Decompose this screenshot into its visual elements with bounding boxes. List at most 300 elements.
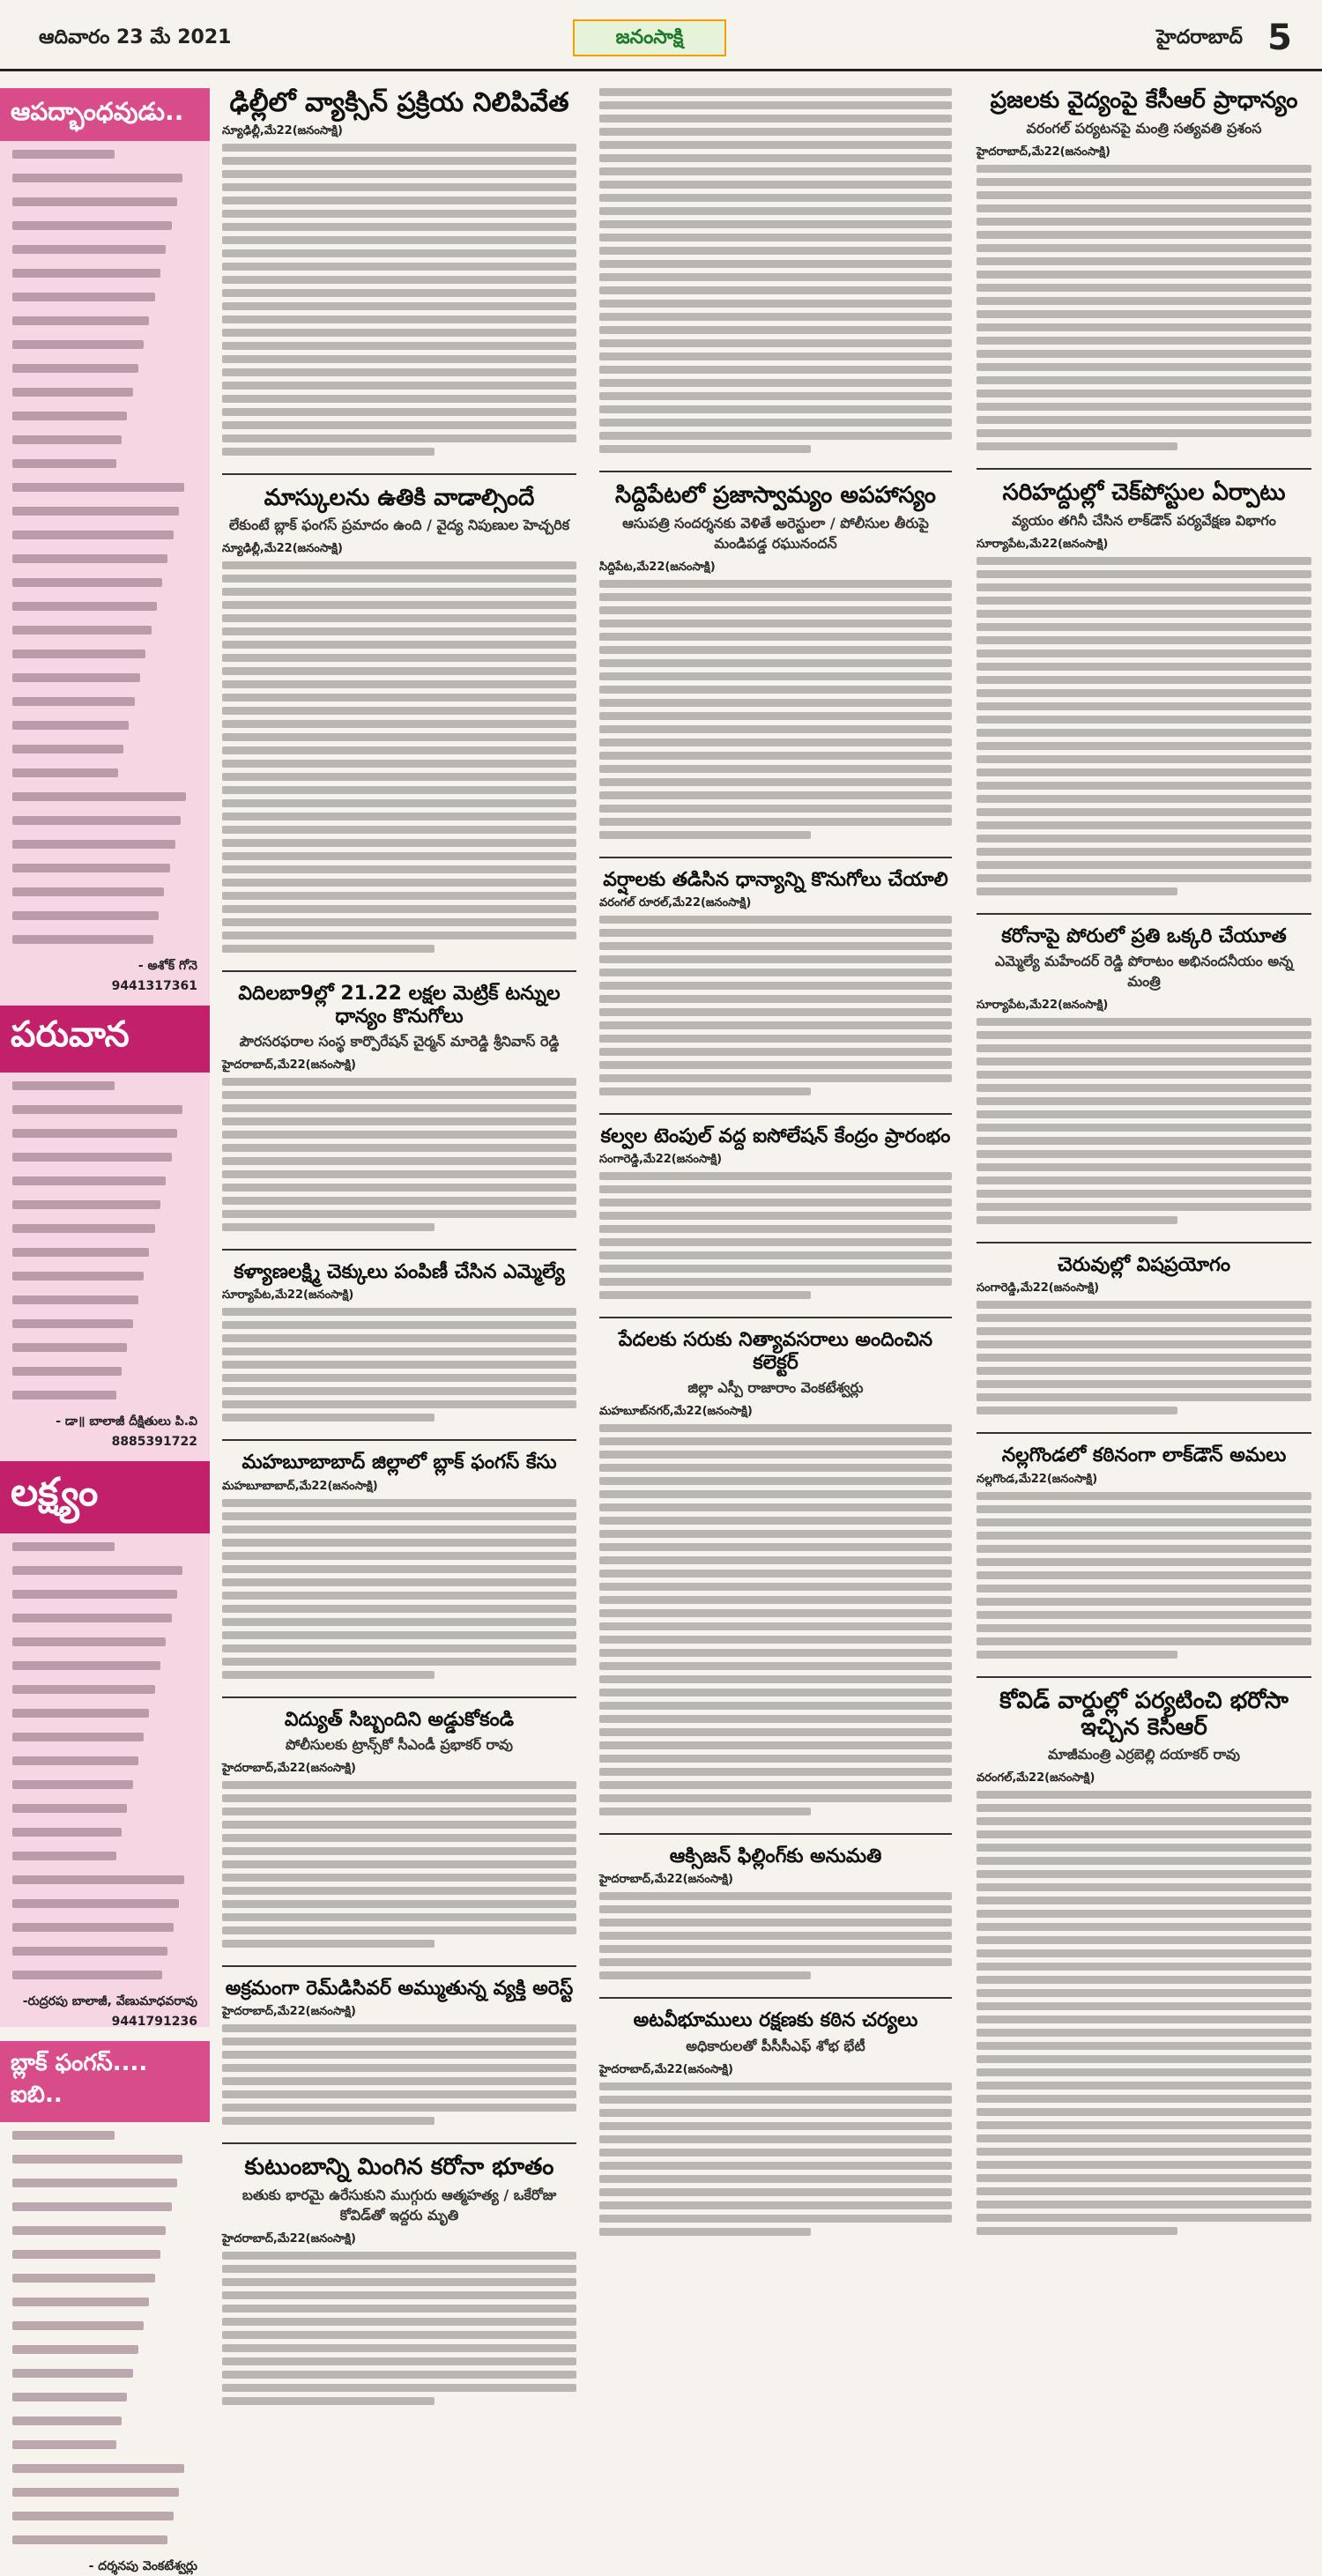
story-text-line	[222, 1104, 576, 1112]
story-text-line	[977, 1190, 1311, 1198]
poem-line	[12, 578, 162, 587]
story-text-line	[599, 194, 952, 202]
news-story	[222, 88, 576, 456]
story-dateline: సంగారెడ్డి,మే22(జనంసాక్షి)	[977, 1281, 1100, 1295]
story-text-line	[977, 583, 1311, 591]
story-text-line	[977, 323, 1311, 331]
story-text-line	[222, 799, 576, 807]
story-text-line	[977, 1044, 1311, 1052]
story-subhead: మాజీమంత్రి ఎర్రబెల్లి దయాకర్ రావు	[1047, 1746, 1241, 1763]
poem-line	[12, 364, 138, 373]
story-divider	[599, 1317, 952, 1318]
story-text-line	[599, 1919, 952, 1926]
story-text-line	[222, 614, 576, 622]
story-text-line	[977, 2016, 1311, 2023]
story-text-line	[977, 1571, 1311, 1579]
story-text-line	[222, 1144, 576, 1152]
story-headline: మాస్కులను ఉతికి వాడాల్సిందే	[264, 484, 535, 511]
story-text-line	[977, 363, 1311, 371]
story-text-line	[977, 2068, 1311, 2076]
story-text-line	[599, 1556, 952, 1564]
news-story	[599, 1329, 952, 1815]
story-headline: కోవిడ్ వార్డుల్లో పర్యటించి భరోసా ఇచ్చిన కెసిఆర్	[999, 1687, 1289, 1741]
story-text-line	[977, 2134, 1311, 2142]
story-text-line	[222, 1781, 576, 1789]
story-text-line	[977, 663, 1311, 671]
poem-block	[0, 1006, 210, 1449]
poem-title: బ్లాక్ ఫంగస్.... ఐబి..	[0, 2041, 210, 2122]
story-text-line	[977, 403, 1311, 411]
story-text-line	[977, 2055, 1311, 2063]
poem-line	[12, 174, 182, 182]
story-text-line	[977, 1518, 1311, 1526]
story-text-line	[977, 178, 1311, 186]
story-text-line	[977, 1585, 1311, 1592]
story-subhead: పౌరసరఫరాల సంస్థ కార్పొరేషన్ చైర్మన్ మారెడ్డి శ్రీనివాస్ రెడ్డి	[239, 1032, 560, 1050]
story-text-line	[222, 746, 576, 754]
poem-line	[12, 2179, 177, 2187]
story-divider	[222, 1696, 576, 1698]
story-headline: మహబూబాబాద్ జిల్లాలో బ్లాక్ ఫంగస్ కేసు	[241, 1451, 557, 1474]
poem-text	[0, 1542, 210, 1979]
story-headline: నల్లగొండలో కఠినంగా లాక్‌డౌన్ అమలు	[1001, 1444, 1287, 1467]
story-text-line	[222, 2064, 576, 2072]
story-subhead: అధికారులతో పీసీసీఎఫ్ శోభ భేటీ	[686, 2037, 865, 2054]
news-column-1	[222, 88, 576, 2423]
story-text-line	[977, 1624, 1311, 1632]
story-text-line	[222, 707, 576, 715]
poem-line	[12, 1709, 149, 1718]
story-text-line	[977, 416, 1311, 424]
poem-line	[12, 935, 153, 944]
story-text-line	[977, 1177, 1311, 1184]
story-text-line	[599, 1517, 952, 1525]
story-text-line	[977, 1340, 1311, 1348]
story-text-line	[977, 768, 1311, 776]
poem-line	[12, 2345, 138, 2354]
story-text-line	[222, 1900, 576, 1908]
news-story	[599, 2009, 952, 2235]
story-text-line	[222, 1321, 576, 1329]
story-text-line	[977, 1804, 1311, 1812]
story-text-line	[977, 1084, 1311, 1092]
newspaper-logo: జనంసాక్షి	[573, 19, 726, 56]
story-text-line	[599, 1583, 952, 1591]
story-text-line	[599, 1689, 952, 1696]
poem-line	[12, 221, 172, 230]
story-text-line	[222, 2077, 576, 2085]
poem-line	[12, 435, 122, 444]
story-divider	[222, 473, 576, 475]
story-text-line	[977, 1367, 1311, 1375]
news-story	[599, 88, 952, 453]
story-text-line	[599, 1424, 952, 1432]
story-dateline: హైదరాబాద్,మే22(జనంసాక్షి)	[222, 2232, 356, 2246]
story-text-line	[977, 1018, 1311, 1026]
story-text-line	[977, 271, 1311, 278]
story-text-line	[222, 183, 576, 191]
story-text-line	[599, 339, 952, 347]
poem-phone: 9441317361	[111, 979, 197, 993]
news-story	[222, 1978, 576, 2125]
story-text-line	[599, 1048, 952, 1056]
story-headline: వర్షాలకు తడిసిన ధాన్యాన్ని కొనుగోలు చేయాలి	[603, 868, 948, 891]
story-text-line	[977, 808, 1311, 816]
story-text-line	[977, 716, 1311, 724]
story-text-line	[222, 654, 576, 662]
story-text-line	[222, 1512, 576, 1520]
story-text-line	[599, 2096, 952, 2104]
story-text-line	[977, 1558, 1311, 1566]
story-text-line	[599, 115, 952, 122]
news-story	[977, 925, 1311, 1224]
story-text-line	[222, 1308, 576, 1316]
poem-line	[12, 507, 179, 516]
news-story	[599, 1125, 952, 1299]
story-text-line	[599, 916, 952, 924]
story-text-line	[222, 1565, 576, 1573]
story-text-line	[222, 2318, 576, 2326]
story-dateline: హైదరాబాద్,మే22(జనంసాక్షి)	[222, 2005, 356, 2019]
story-text-line	[977, 231, 1311, 239]
story-text-line	[599, 353, 952, 360]
story-text-line	[222, 1170, 576, 1178]
story-text-line	[977, 676, 1311, 684]
story-text-line	[222, 1361, 576, 1369]
story-dateline: హైదరాబాద్,మే22(జనంసాక్షి)	[222, 1058, 356, 1072]
story-text-line	[977, 2082, 1311, 2090]
story-text-line	[977, 165, 1311, 173]
story-text-line	[977, 2002, 1311, 2010]
news-story	[222, 486, 576, 954]
story-text-line	[599, 1021, 952, 1029]
story-text-line	[599, 1662, 952, 1670]
poem-line	[12, 2250, 160, 2259]
story-dateline: మహబూబ్‌నగర్,మే22(జనంసాక్షి)	[599, 1405, 753, 1419]
story-text-line	[977, 2029, 1311, 2037]
story-text-line	[977, 297, 1311, 305]
story-text-line	[977, 376, 1311, 384]
story-text-line	[977, 782, 1311, 790]
story-text-line	[599, 1781, 952, 1789]
poem-author: - అశోక్ గోనె	[137, 959, 197, 973]
poem-block	[0, 2041, 210, 2576]
story-text-line	[599, 2122, 952, 2130]
story-text-line	[222, 395, 576, 403]
story-text-line	[599, 1622, 952, 1630]
poem-author: -రుద్రరపు బాలాజీ, వేణుమాధవరావు	[22, 1994, 197, 2008]
poem-line	[12, 1272, 144, 1281]
poem-line	[12, 1614, 172, 1622]
story-text-line	[599, 955, 952, 963]
story-text-line	[977, 2042, 1311, 2050]
story-text-line	[977, 650, 1311, 657]
story-text-line	[222, 601, 576, 609]
story-text-line	[599, 646, 952, 654]
story-text-line	[222, 773, 576, 781]
poem-line	[12, 1248, 149, 1257]
story-text-line	[599, 1008, 952, 1016]
story-text-line	[599, 1451, 952, 1459]
story-headline: అక్రమంగా రెమ్‌డిసివర్ అమ్ముతున్న వ్యక్తి అరెస్ట్	[225, 1977, 574, 2000]
poem-line	[12, 2202, 172, 2211]
story-text-line	[977, 1532, 1311, 1540]
poem-author: - డా॥ బాలాజీ దీక్షితులు పి.వి	[56, 1414, 197, 1429]
story-text-line	[222, 197, 576, 204]
story-text-line	[222, 839, 576, 847]
edition-city: హైదరాబాద్	[1156, 26, 1243, 48]
story-text-line	[222, 786, 576, 794]
story-text-line	[222, 421, 576, 429]
poem-line	[12, 1153, 172, 1162]
story-dateline: సూర్యాపేట,మే22(జనంసాక్షి)	[977, 537, 1109, 551]
story-text-line	[599, 1185, 952, 1193]
story-text-line	[599, 1636, 952, 1644]
story-text-line	[977, 1883, 1311, 1891]
story-text-line	[222, 760, 576, 768]
story-text-line	[222, 1671, 434, 1679]
story-text-line	[222, 1940, 434, 1948]
story-dateline: సూర్యాపేట,మే22(జనంసాక్షి)	[977, 998, 1109, 1013]
story-divider	[599, 471, 952, 472]
story-text-line	[599, 818, 952, 826]
story-text-line	[599, 1905, 952, 1913]
story-text-line	[599, 1238, 952, 1246]
story-text-line	[222, 1605, 576, 1613]
story-headline: కరోనాపై పోరులో ప్రతి ఒక్కరి చేయూత	[1001, 924, 1287, 947]
poem-line	[12, 340, 144, 349]
poem-line	[12, 673, 140, 682]
story-text-line	[222, 1131, 576, 1139]
poem-line	[12, 697, 135, 706]
story-text-line	[599, 1530, 952, 1538]
story-text-line	[977, 1097, 1311, 1105]
story-text-line	[222, 561, 576, 569]
story-text-line	[222, 1847, 576, 1855]
story-text-line	[222, 905, 576, 913]
story-text-line	[599, 1035, 952, 1043]
story-text-line	[599, 1892, 952, 1900]
story-text-line	[222, 2090, 576, 2098]
story-text-line	[977, 310, 1311, 318]
poem-line	[12, 1295, 138, 1304]
story-text-line	[222, 641, 576, 649]
poem-line	[12, 721, 129, 730]
poem-line	[12, 2226, 166, 2235]
story-text-line	[977, 2201, 1311, 2209]
story-text-line	[222, 1184, 576, 1191]
story-text-line	[977, 2227, 1177, 2235]
poem-line	[12, 1367, 122, 1376]
poem-line	[12, 1875, 184, 1884]
story-subhead: ఎమ్మెల్యే మహేందర్ రెడ్డి పోరాటం అభినందనీయం అన్న మంత్రి	[994, 953, 1294, 991]
story-text-line	[599, 659, 952, 667]
story-text-line	[222, 249, 576, 257]
story-text-line	[599, 419, 952, 427]
poem-text	[0, 1081, 210, 1399]
story-text-line	[599, 181, 952, 189]
story-dateline: వరంగల్,మే22(జనంసాక్షి)	[977, 1771, 1095, 1785]
story-text-line	[599, 1212, 952, 1220]
story-text-line	[599, 1728, 952, 1736]
story-text-line	[222, 1197, 576, 1205]
story-text-line	[599, 712, 952, 720]
story-text-line	[977, 570, 1311, 578]
story-text-line	[222, 1808, 576, 1815]
story-text-line	[599, 1675, 952, 1683]
story-text-line	[599, 128, 952, 136]
story-text-line	[977, 1791, 1311, 1799]
story-text-line	[977, 1611, 1311, 1619]
poem-line	[12, 1129, 177, 1138]
story-text-line	[599, 273, 952, 281]
poem-line	[12, 2155, 182, 2164]
poem-line	[12, 1637, 166, 1646]
story-divider	[222, 1965, 576, 1967]
story-text-line	[977, 610, 1311, 618]
story-text-line	[222, 236, 576, 244]
story-text-line	[222, 588, 576, 596]
poem-line	[12, 388, 133, 397]
story-text-line	[977, 350, 1311, 358]
story-text-line	[599, 234, 952, 241]
page-header	[0, 0, 1322, 71]
story-text-line	[222, 2252, 576, 2260]
story-text-line	[222, 434, 576, 442]
story-headline: చెరువుల్లో విషప్రయోగం	[1058, 1254, 1230, 1277]
story-text-line	[599, 379, 952, 387]
story-text-line	[977, 1963, 1311, 1971]
news-story	[599, 483, 952, 839]
poem-line	[12, 1971, 162, 1979]
story-text-line	[599, 633, 952, 641]
story-text-line	[977, 1936, 1311, 1944]
poem-line	[12, 1947, 167, 1956]
poem-line	[12, 1852, 116, 1860]
story-dateline: సంగారెడ్డి,మే22(జనంసాక్షి)	[599, 1153, 723, 1167]
poem-line	[12, 1661, 160, 1670]
poem-line	[12, 1105, 182, 1114]
story-text-line	[977, 887, 1177, 895]
story-text-line	[599, 1074, 952, 1082]
story-text-line	[222, 1347, 576, 1355]
story-text-line	[977, 429, 1311, 437]
story-text-line	[222, 157, 576, 165]
story-text-line	[222, 1552, 576, 1560]
story-text-line	[599, 699, 952, 707]
story-text-line	[977, 1137, 1311, 1145]
story-text-line	[599, 1225, 952, 1233]
story-text-line	[977, 1393, 1311, 1401]
story-text-line	[977, 1976, 1311, 1984]
story-text-line	[977, 848, 1311, 856]
story-text-line	[977, 390, 1311, 397]
story-text-line	[977, 597, 1311, 605]
story-dateline: వరంగల్ రూరల్,మే22(జనంసాక్షి)	[599, 896, 752, 910]
story-text-line	[222, 144, 576, 152]
story-text-line	[977, 1857, 1311, 1865]
story-text-line	[599, 791, 952, 799]
poem-line	[12, 1804, 127, 1813]
poem-phone: 8885391722	[111, 1435, 197, 1449]
story-divider	[977, 913, 1311, 915]
story-text-line	[599, 141, 952, 149]
story-text-line	[977, 821, 1311, 829]
story-text-line	[977, 1407, 1177, 1414]
poem-line	[12, 269, 160, 278]
story-text-line	[599, 1278, 952, 1286]
poem-line	[12, 1391, 116, 1399]
story-text-line	[977, 1897, 1311, 1904]
poem-text	[0, 2131, 210, 2544]
story-text-line	[977, 1163, 1311, 1171]
poem-line	[12, 483, 184, 492]
story-text-line	[222, 1821, 576, 1829]
story-text-line	[222, 1210, 576, 1218]
poem-line	[12, 2416, 122, 2425]
story-text-line	[599, 1808, 811, 1815]
story-dateline: హైదరాబాద్,మే22(జనంసాక్షి)	[599, 1873, 733, 1887]
story-text-line	[599, 1061, 952, 1069]
poetry-sidebar	[0, 88, 210, 2573]
news-column-3	[977, 88, 1311, 2253]
poem-line	[12, 1828, 122, 1837]
poem-line	[12, 887, 164, 896]
story-headline: విద్యుత్ సిబ్బందిని అడ్డుకోకండి	[284, 1708, 515, 1731]
story-text-line	[222, 1374, 576, 1382]
story-text-line	[977, 636, 1311, 644]
story-text-line	[977, 2095, 1311, 2103]
poem-block	[0, 88, 210, 993]
story-text-line	[222, 2278, 576, 2286]
story-text-line	[977, 1923, 1311, 1931]
story-divider	[222, 1439, 576, 1441]
story-text-line	[222, 694, 576, 702]
story-subhead: లేకుంటే బ్లాక్ ఫంగస్ ప్రమాదం ఉంది / వైద్య నిపుణుల హెచ్చరిక	[228, 516, 570, 534]
story-text-line	[977, 1598, 1311, 1606]
story-text-line	[222, 1644, 576, 1652]
story-text-line	[977, 689, 1311, 697]
story-text-line	[222, 1539, 576, 1547]
poem-title: ఆపద్భాంధవుడు..	[0, 88, 210, 141]
story-text-line	[977, 2148, 1311, 2156]
story-text-line	[599, 392, 952, 400]
story-text-line	[599, 2082, 952, 2090]
story-text-line	[222, 1223, 434, 1231]
story-headline: కుటుంబాన్ని మింగిన కరోనా భూతం	[244, 2154, 554, 2181]
story-text-line	[222, 2024, 576, 2032]
story-text-line	[599, 1251, 952, 1259]
story-text-line	[977, 284, 1311, 292]
story-headline: కళ్యాణలక్ష్మి చెక్కులు పంపిణీ చేసిన ఎమ్మెల్యే	[234, 1260, 565, 1283]
story-text-line	[599, 580, 952, 588]
story-text-line	[977, 442, 1177, 450]
poem-text	[0, 150, 210, 944]
story-subhead: జిల్లా ఎస్పీ రాజారాం వెంకటేశ్వర్లు	[687, 1379, 864, 1397]
poem-line	[12, 816, 181, 825]
story-text-line	[599, 686, 952, 694]
story-text-line	[599, 326, 952, 334]
story-text-line	[599, 445, 811, 453]
story-text-line	[599, 1945, 952, 1953]
story-text-line	[977, 1203, 1311, 1211]
story-dateline: న్యూఢిల్లీ,మే22(జనంసాక్షి)	[222, 542, 343, 556]
story-text-line	[222, 1091, 576, 1099]
story-text-line	[222, 1400, 576, 1408]
story-dateline: న్యూఢిల్లీ,మే22(జనంసాక్షి)	[222, 123, 343, 137]
story-text-line	[599, 207, 952, 215]
story-text-line	[222, 2117, 434, 2125]
